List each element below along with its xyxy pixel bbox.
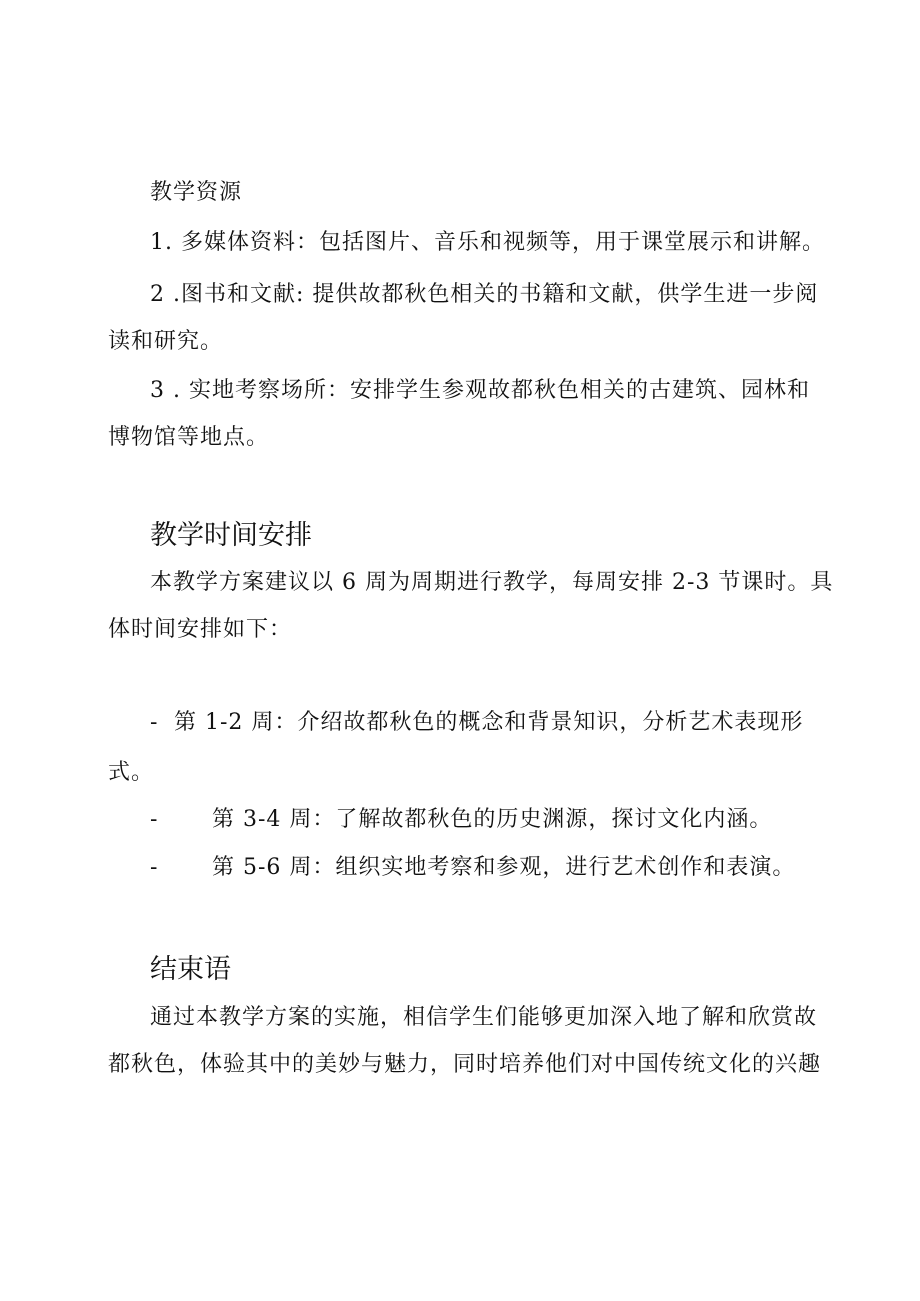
resources-item-1: 1. 多媒体资料：包括图片、音乐和视频等，用于课堂展示和讲解。 <box>150 230 825 255</box>
schedule-heading: 教学时间安排 <box>150 520 312 551</box>
week-5-6: 第 5-6 周：组织实地考察和参观，进行艺术创作和表演。 <box>212 855 796 880</box>
resources-title: 教学资源 <box>150 180 243 205</box>
dash-bullet: - <box>150 855 158 880</box>
resources-item-2-line-1: 2 .图书和文献: 提供故都秋色相关的书籍和文献，供学生进一步阅 <box>150 282 819 307</box>
resources-item-2-line-2: 读和研究。 <box>108 329 224 354</box>
conclusion-line-2: 都秋色，体验其中的美妙与魅力，同时培养他们对中国传统文化的兴趣 <box>108 1052 822 1077</box>
resources-item-3-line-2: 博物馆等地点。 <box>108 425 270 450</box>
week-1-2-line-2: 式。 <box>108 760 155 785</box>
week-3-4: 第 3-4 周：了解故都秋色的历史渊源，探讨文化内涵。 <box>212 807 773 832</box>
week-1-2-line-1: 第 1-2 周：介绍故都秋色的概念和背景知识，分析艺术表现形 <box>174 710 804 735</box>
dash-bullet: - <box>150 710 158 735</box>
dash-bullet: - <box>150 807 158 832</box>
conclusion-heading: 结束语 <box>150 954 231 985</box>
resources-item-3-line-1: 3 . 实地考察场所：安排学生参观故都秋色相关的古建筑、园林和 <box>150 378 810 403</box>
schedule-intro-line-1: 本教学方案建议以 6 周为周期进行教学，每周安排 2-3 节课时。具 <box>150 570 834 595</box>
conclusion-line-1: 通过本教学方案的实施，相信学生们能够更加深入地了解和欣赏故 <box>150 1005 818 1030</box>
schedule-intro-line-2: 体时间安排如下： <box>108 617 293 642</box>
